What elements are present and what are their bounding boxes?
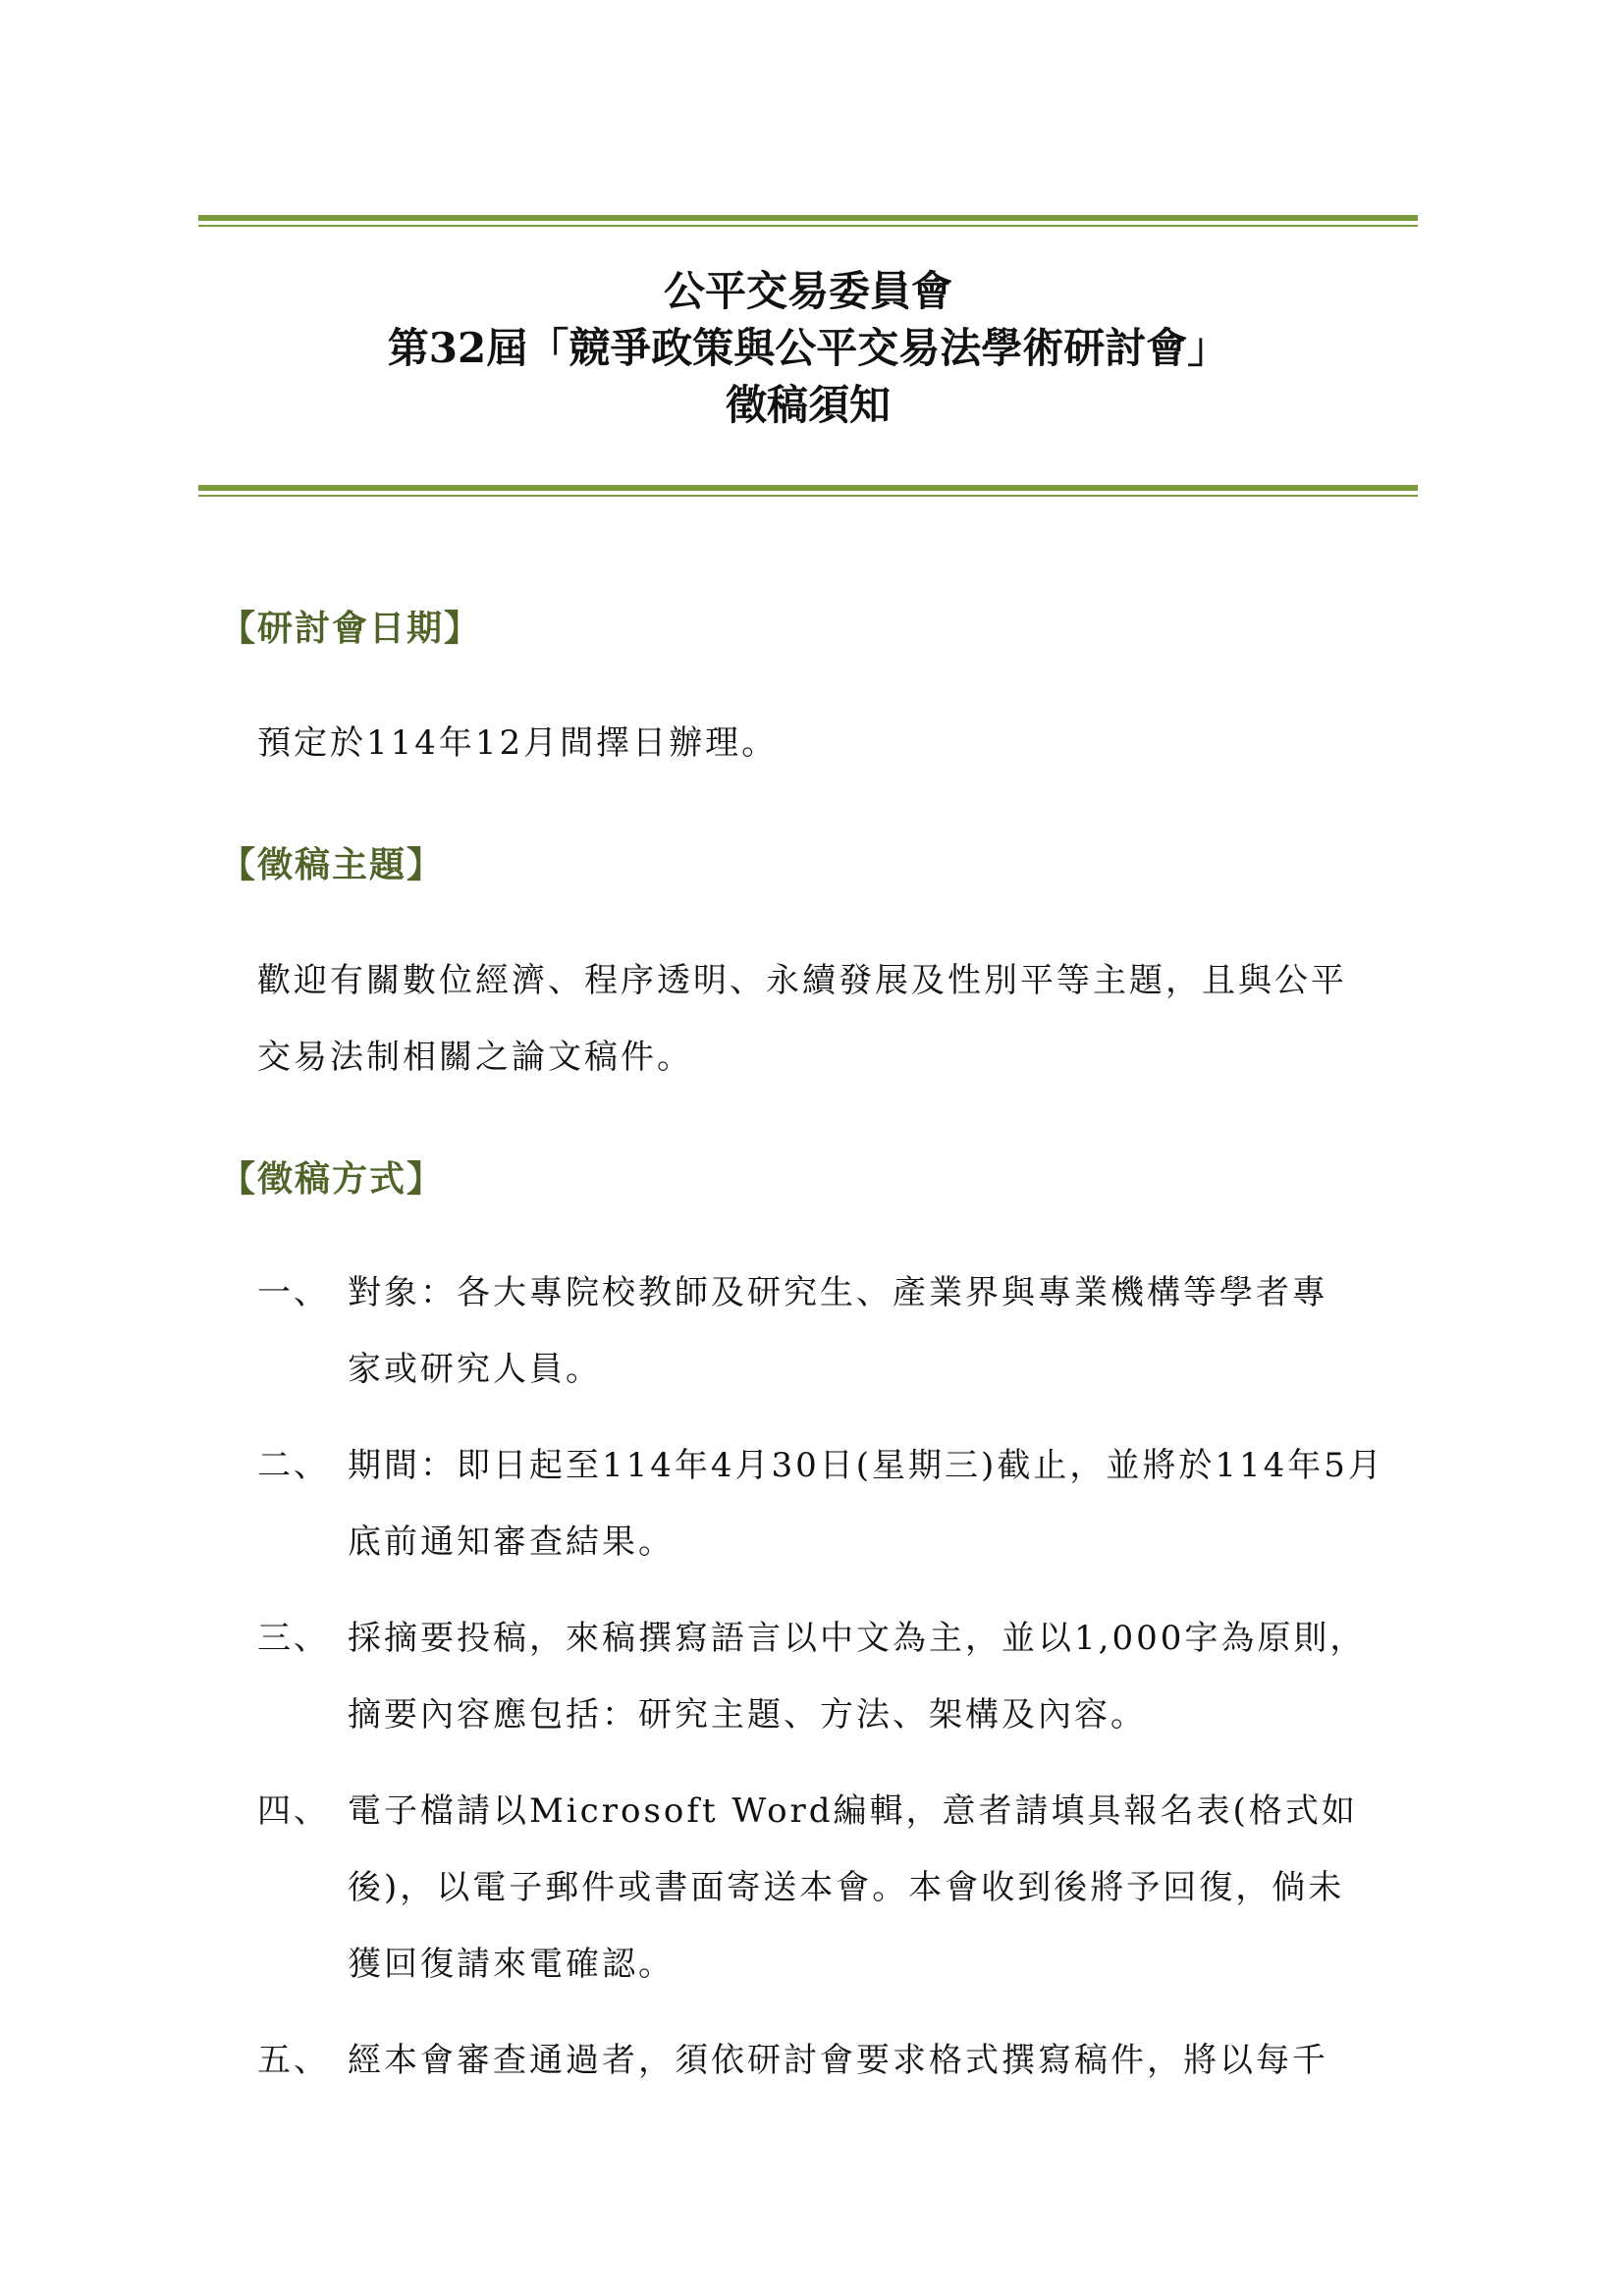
theme-line: 交易法制相關之論文稿件。 [257,1038,693,1077]
item-number: 二、 [257,1446,330,1485]
bottom-double-rule [198,485,1418,497]
method-item [257,2022,1416,2099]
method-item [257,1427,1416,1580]
item-line: 對象：各大專院校教師及研究生、產業界與專業機構等學者專 [348,1273,1328,1312]
top-double-rule [198,215,1418,227]
item-number: 四、 [257,1791,330,1831]
title-conference: 第32屆「競爭政策與公平交易法學術研討會」 [387,324,1229,372]
item-line: 獲回復請來電確認。 [348,1945,675,1984]
item-line: 期間：即日起至114年4月30日(星期三)截止，並將於114年5月 [348,1446,1384,1485]
theme-paragraph [257,942,1416,1095]
item-line: 摘要內容應包括：研究主題、方法、架構及內容。 [348,1695,1147,1735]
item-number: 一、 [257,1273,330,1312]
section-heading-method: 【徵稿方式】 [220,1158,445,1200]
date-paragraph: 預定於114年12月間擇日辦理。 [257,723,779,763]
item-line: 經本會審查通過者，須依研討會要求格式撰寫稿件，將以每千 [348,2041,1328,2080]
item-line: 底前通知審查結果。 [348,1522,675,1562]
item-line: 家或研究人員。 [348,1350,602,1389]
item-line: 採摘要投稿，來稿撰寫語言以中文為主，並以1,000字為原則， [348,1619,1367,1658]
section-heading-date: 【研討會日期】 [220,608,482,649]
section-heading-theme: 【徵稿主題】 [220,844,445,885]
item-line: 電子檔請以Microsoft Word編輯，意者請填具報名表(格式如 [348,1791,1358,1831]
method-item [257,1255,1416,1408]
title-call-for-papers: 徵稿須知 [725,381,891,429]
item-number: 五、 [257,2041,330,2080]
title-organization: 公平交易委員會 [663,267,952,315]
theme-line: 歡迎有關數位經濟、程序透明、永續發展及性別平等主題，且與公平 [257,961,1347,1000]
item-line: 後)，以電子郵件或書面寄送本會。本會收到後將予回復，倘未 [348,1868,1345,1907]
method-item [257,1600,1416,1753]
item-number: 三、 [257,1619,330,1658]
method-item [257,1773,1416,2002]
document-title [198,263,1418,434]
